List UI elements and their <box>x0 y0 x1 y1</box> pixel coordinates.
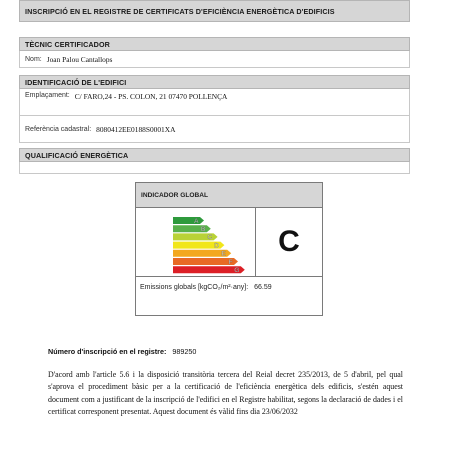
registration-label: Número d'inscripció en el registre: <box>48 347 167 356</box>
energy-class-f-label: F <box>228 258 233 266</box>
energy-class-a-label: A <box>194 217 199 225</box>
building-section-title: IDENTIFICACIÓ DE L'EDIFICI <box>19 75 410 89</box>
building-location-value: C/ FARO,24 - PS. COLON, 21 07470 POLLENÇA <box>74 92 228 101</box>
certifier-section-title: TÈCNIC CERTIFICADOR <box>19 37 410 51</box>
energy-class-b-label: B <box>200 226 206 233</box>
building-cadastral-label: Referència cadastral: <box>25 125 92 133</box>
certifier-name-row <box>19 51 410 68</box>
building-cadastral-value: 8080412EE0188S0001XA <box>96 124 176 134</box>
document-title: INSCRIPCIÓ EN EL REGISTRE DE CERTIFICATS D'EFICIÈNCIA ENERGÈTICA D'EDIFICIS <box>19 0 410 22</box>
certifier-name-value: Joan Palou Cantallops <box>46 54 113 64</box>
energy-scale <box>136 208 255 276</box>
registration-line <box>48 347 196 356</box>
energy-class-d-label: D <box>214 242 219 250</box>
emissions-row <box>136 276 322 298</box>
building-location-row <box>19 89 410 116</box>
qualification-blank-row <box>19 162 410 174</box>
energy-class-c-label: C <box>207 234 213 242</box>
indicator-title: INDICADOR GLOBAL <box>136 183 322 208</box>
energy-class-e-label: E <box>221 250 226 258</box>
emissions-label: Emissions globals [kgCO₂/m²·any]: <box>140 284 249 291</box>
certifier-name-label: Nom: <box>25 55 42 63</box>
energy-indicator-box <box>135 182 323 316</box>
legal-paragraph: D'acord amb l'article 5.6 i la disposició transitòria tercera del Reial decret 235/2013, de 5 d'abril, pel qual s'aprova el procediment bàsic per a la certificació de l'eficiència energètica dels edificis, s'estén aquest document com a justificant de la inscripció de l'edifici en el Registre habilitat, segons la declaració de dades i el certificat corresponent presentat. Aquest document és vàlid fins dia 23/06/2032 <box>48 370 403 416</box>
energy-grade: C <box>255 208 322 276</box>
energy-class-a-bar <box>173 217 204 224</box>
registration-number: 989250 <box>172 347 197 356</box>
qualification-section-title: QUALIFICACIÓ ENERGÈTICA <box>19 148 410 162</box>
building-cadastral-row <box>19 116 410 143</box>
building-location-label: Emplaçament: <box>25 92 70 99</box>
energy-class-g-label: G <box>234 267 240 274</box>
emissions-value: 66.59 <box>254 284 272 291</box>
